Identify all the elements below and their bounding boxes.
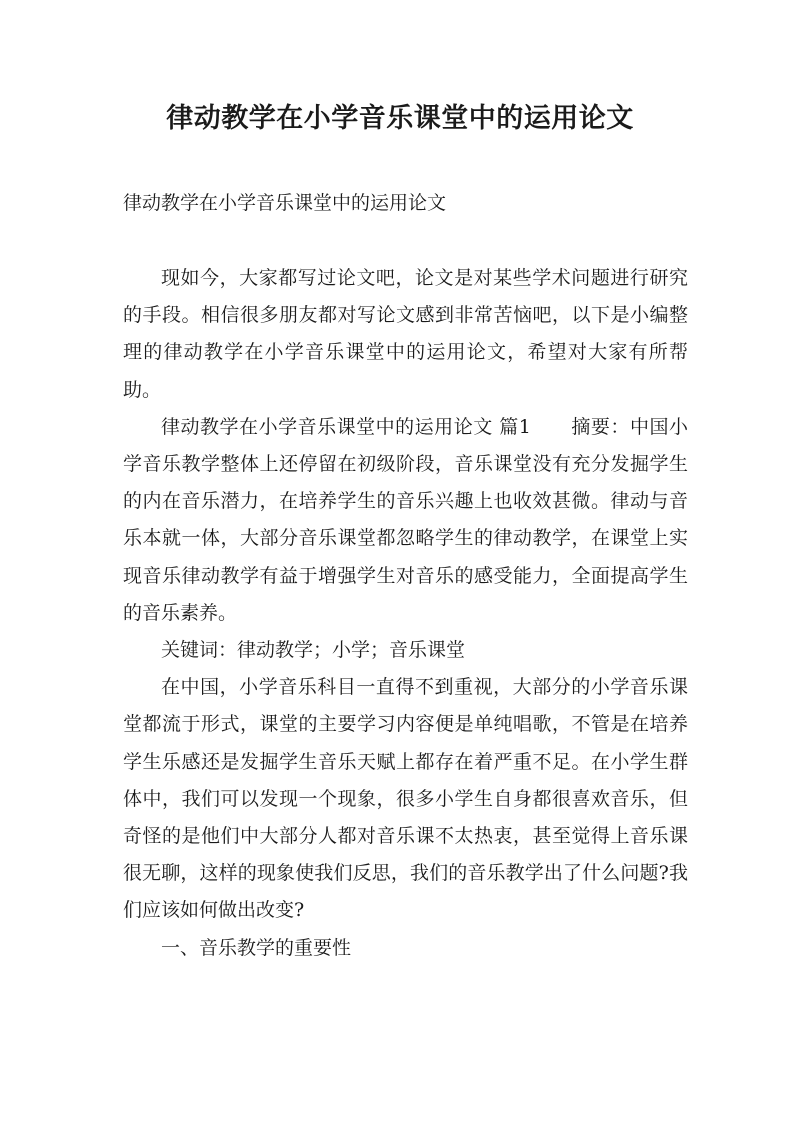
abstract-paragraph: [123, 409, 688, 632]
intro-paragraph: 现如今，大家都写过论文吧，论文是对某些学术问题进行研究的手段。相信很多朋友都对写论文感到非常苦恼吧，以下是小编整理的律动教学在小学音乐课堂中的运用论文，希望对大家有所帮助。: [123, 267, 688, 401]
document-subtitle: 律动教学在小学音乐课堂中的运用论文: [123, 192, 447, 214]
abstract-label: 摘要：: [570, 415, 630, 438]
document-title: 律动教学在小学音乐课堂中的运用论文: [166, 103, 634, 134]
abstract-text: 中国小学音乐教学整体上还停留在初级阶段，音乐课堂没有充分发掘学生的内在音乐潜力，在培养学生的音乐兴趣上也收效甚微。律动与音乐本就一体，大部分音乐课堂都忽略学生的律动教学，在课堂上实现音乐律动教学有益于增强学生对音乐的感受能力，全面提高学生的音乐素养。: [123, 415, 688, 624]
document-body: [123, 260, 688, 967]
article-header: 律动教学在小学音乐课堂中的运用论文 篇1: [161, 415, 531, 438]
keywords-paragraph: 关键词：律动教学；小学；音乐课堂: [161, 639, 466, 662]
body-paragraph: 在中国，小学音乐科目一直得不到重视，大部分的小学音乐课堂都流于形式，课堂的主要学习内容便是单纯唱歌，不管是在培养学生乐感还是发掘学生音乐天赋上都存在着严重不足。在小学生群体中，我们可以发现一个现象，很多小学生自身都很喜欢音乐，但奇怪的是他们中大部分人都对音乐课不太热衷，甚至觉得上音乐课很无聊，这样的现象使我们反思，我们的音乐教学出了什么问题?我们应该如何做出改变?: [123, 676, 688, 922]
section-heading: 一、音乐教学的重要性: [161, 936, 352, 959]
